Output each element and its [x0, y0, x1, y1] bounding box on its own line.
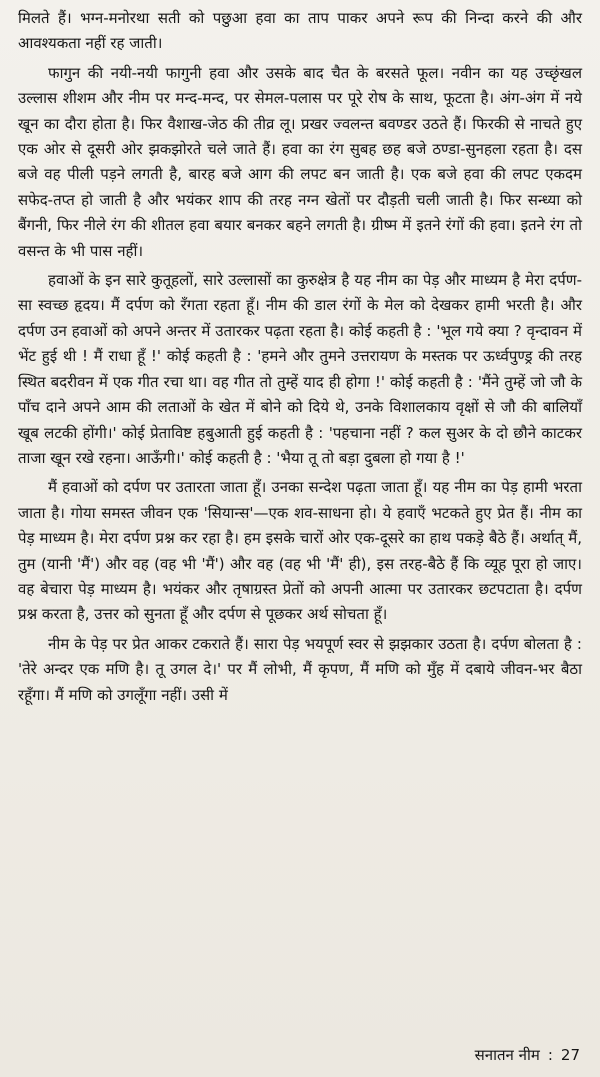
- footer-separator: :: [547, 1046, 553, 1064]
- paragraph-1: मिलते हैं। भग्न-मनोरथा सती को पछुआ हवा का ताप पाकर अपने रूप की निन्दा करने की और आवश्यकता नहीं रह जाती।: [18, 9, 582, 53]
- paragraph-2: फागुन की नयी-नयी फागुनी हवा और उसके बाद चैत के बरसते फूल। नवीन का यह उच्छृंखल उल्लास शीशम और नीम पर मन्द-मन्द, पर सेमल-पलास पर पूरे रोष के साथ, फूटता है। अंग-अंग में नये खून का दौरा होता है। फिर वैशाख-जेठ की तीव्र लू। प्रखर ज्वलन्त बवण्डर उठते हैं। फिरकी से नाचते हुए एक ओर से दूसरी ओर झकझोरते चले जाते हैं। हवा का रंग सुबह छह बजे ठण्डा-सुनहला रहता है। दस बजे वह पीली पड़ने लगती है, बारह बजे आग की लपट बन जाती है। एक बजे हवा की लपट एकदम सफेद-तप्त हो जाती है और भयंकर शाप की तरह नग्न खेतों पर दौड़ती चली जाती है। फिर सन्ध्या को बैंगनी, फिर नीले रंग की शीतल हवा बयार बनकर बहने लगती है। ग्रीष्म में इतने रंगों की हवा। इतने रंग तो वसन्त के भी पास नहीं।: [18, 63, 582, 260]
- paragraph-4: मैं हवाओं को दर्पण पर उतारता जाता हूँ। उनका सन्देश पढ़ता जाता हूँ। यह नीम का पेड़ हामी भरता जाता है। गोया समस्त जीवन एक 'सियान्स'—एक शव-साधना हो। ये हवाएँ भटकते हुए प्रेत हैं। नीम का पेड़ माध्यम है। मेरा दर्पण प्रश्न कर रहा है। हम इसके चारों ओर एक-दूसरे का हाथ पकड़े बैठे हैं। अर्थात् मैं, तुम (यानी 'मैं') और वह (वह भी 'मैं') और वह (वह भी 'मैं' ही), इस तरह-बैठे हैं कि व्यूह पूरा हो जाए। वह बेचारा पेड़ माध्यम है। भयंकर और तृषाग्रस्त प्रेतों को अपनी आत्मा पर उतारकर छटपटाता है। दर्पण प्रश्न करता है, उत्तर को सुनता हूँ और दर्पण से पूछकर अर्थ सोचता हूँ।: [18, 478, 582, 624]
- paragraph-5: नीम के पेड़ पर प्रेत आकर टकराते हैं। सारा पेड़ भयपूर्ण स्वर से झझकार उठता है। दर्पण बोलता है : 'तेरे अन्दर एक मणि है। तू उगल दे।' पर मैं लोभी, मैं कृपण, मैं मणि को मुँह में दबाये जीवन-भर बैठा रहूँगा। मैं मणि को उगलूँगा नहीं। उसी में: [18, 634, 582, 704]
- paragraph-3: हवाओं के इन सारे कुतूहलों, सारे उल्लासों का कुरुक्षेत्र है यह नीम का पेड़ और माध्यम है मेरा दर्पण-सा स्वच्छ हृदय। मैं दर्पण को रँगता रहता हूँ। नीम की डाल रंगों के मेल को देखकर हामी भरती है। और दर्पण उन हवाओं को अपने अन्तर में उतारकर पढ़ता रहता है। कोई कहती है : 'भूल गये क्या ? वृन्दावन में भेंट हुई थी ! मैं राधा हूँ !' कोई कहती है : 'हमने और तुमने उत्तरायण के मस्तक पर ऊर्ध्वपुण्ड्र की तरह स्थित बदरीवन में एक गीत रचा था। वह गीत तो तुम्हें याद ही होगा !' कोई कहती है : 'मैंने तुम्हें जो जौ के पाँच दाने अपने आम की लताओं के खेत में बोने को दिये थे, उनके विशालकाय वृक्षों से जौ की बालियाँ खूब लटकी होंगी।' कोई प्रेताविष्ट हबुआती हुई कहती है : 'पहचाना नहीं ? कल सुअर के दो छौने काटकर ताजा खून रखे रहना। आऊँगी।' कोई कहती है : 'भैया तू तो बड़ा दुबला हो गया है !': [18, 271, 582, 467]
- page-number: 27: [560, 1046, 580, 1064]
- page-body: [18, 6, 582, 708]
- footer-book-title: सनातन नीम: [474, 1046, 540, 1064]
- running-footer: [475, 1045, 580, 1065]
